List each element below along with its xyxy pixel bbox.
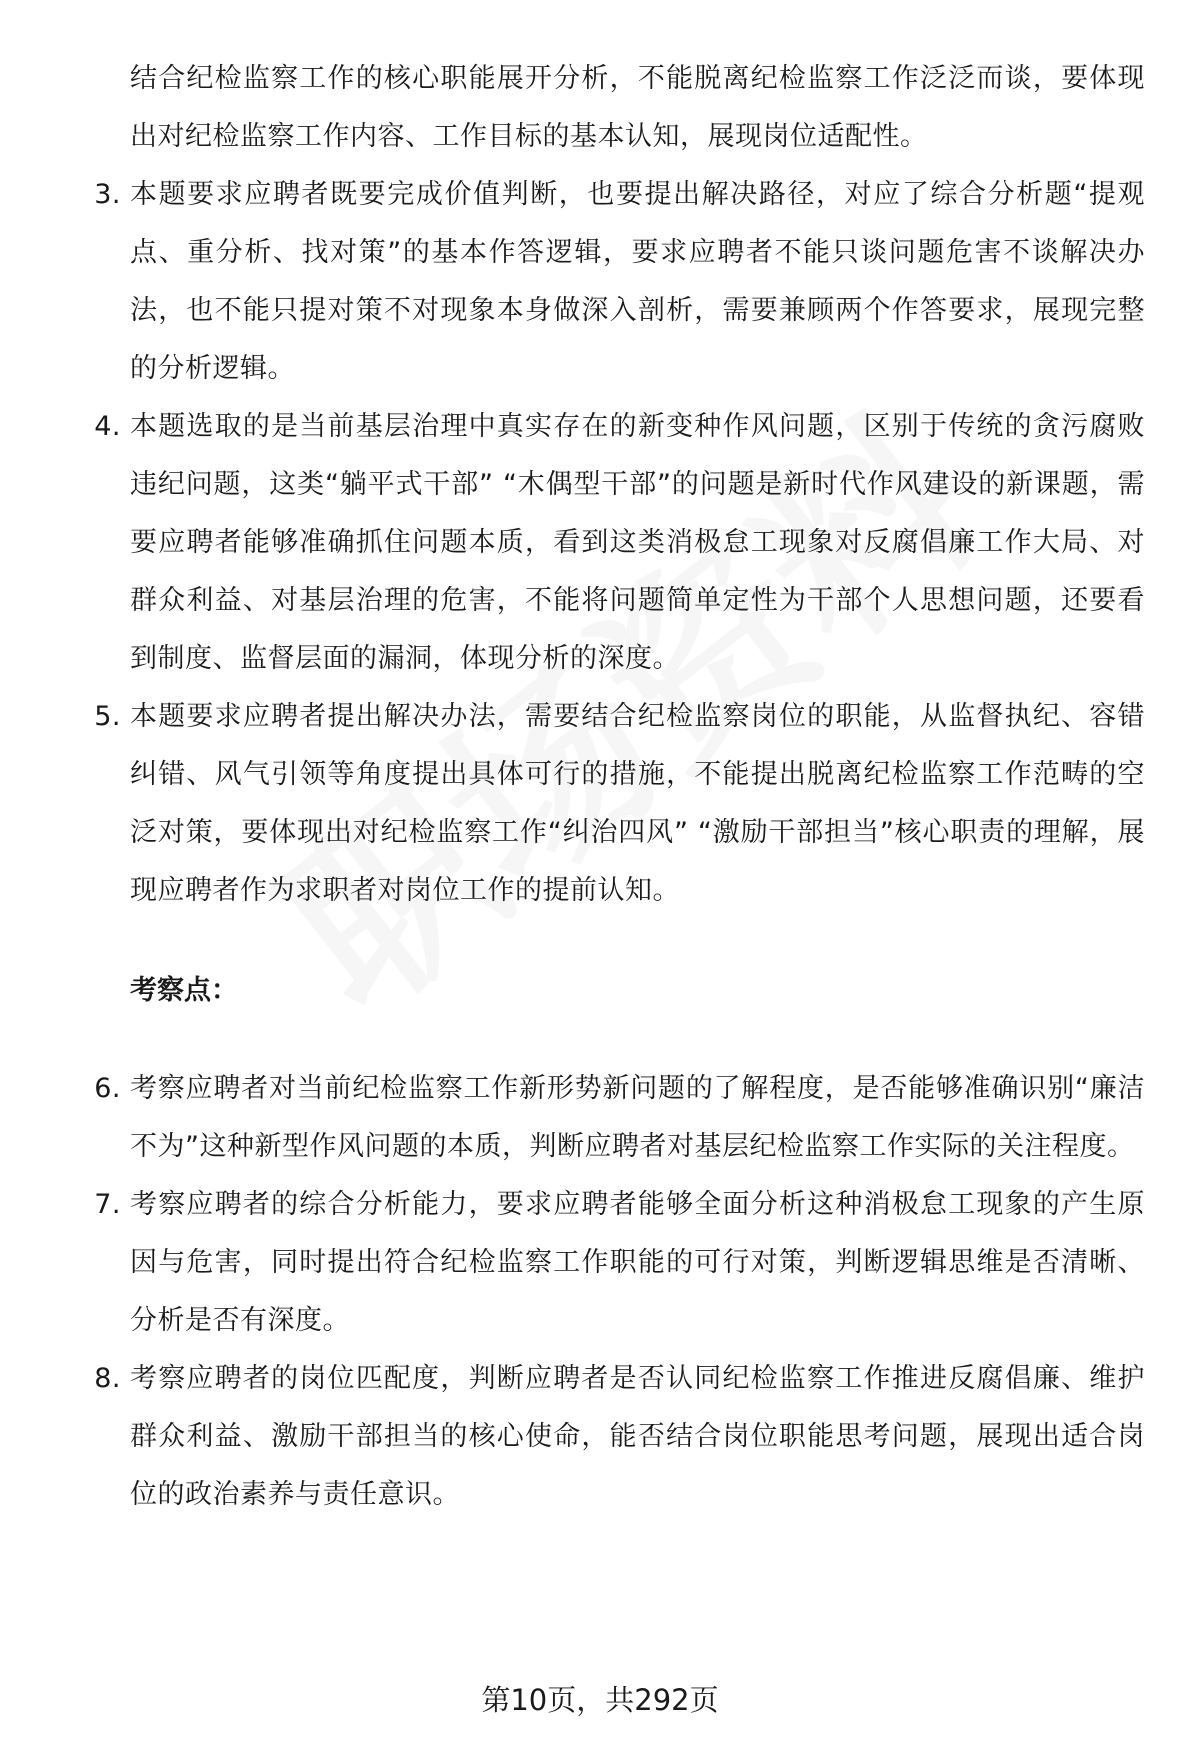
list-item-text: 本题要求应聘者既要完成价值判断，也要提出解决路径，对应了综合分析题“提观点、重分析、找对策”的基本作答逻辑，要求应聘者不能只谈问题危害不谈解决办法，也不能只提对策不对现象本身做深入剖析，需要兼顾两个作答要求，展现完整的分析逻辑。 bbox=[130, 179, 1145, 384]
list-item-6 bbox=[85, 1060, 1145, 1176]
list-number: 8. bbox=[94, 1363, 121, 1394]
section-title: 考察点： bbox=[130, 975, 238, 1006]
list-item-text: 考察应聘者的综合分析能力，要求应聘者能够全面分析这种消极怠工现象的产生原因与危害，同时提出符合纪检监察工作职能的可行对策，判断逻辑思维是否清晰、分析是否有深度。 bbox=[130, 1189, 1145, 1336]
list-item-4 bbox=[85, 398, 1145, 688]
list-number: 7. bbox=[94, 1189, 121, 1220]
intro-continuation: 结合纪检监察工作的核心职能展开分析，不能脱离纪检监察工作泛泛而谈，要体现出对纪检监察工作内容、工作目标的基本认知，展现岗位适配性。 bbox=[130, 63, 1145, 152]
list-item-text: 本题选取的是当前基层治理中真实存在的新变种作风问题，区别于传统的贪污腐败违纪问题，这类“躺平式干部” “木偶型干部”的问题是新时代作风建设的新课题，需要应聘者能够准确抓住问题本质，看到这类消极怠工现象对反腐倡廉工作大局、对群众利益、对基层治理的危害，不能将问题简单定性为干部个人思想问题，还要看到制度、监督层面的漏洞，体现分析的深度。 bbox=[130, 411, 1145, 674]
list-item-7 bbox=[85, 1176, 1145, 1350]
list-item-text: 考察应聘者的岗位匹配度，判断应聘者是否认同纪检监察工作推进反腐倡廉、维护群众利益、激励干部担当的核心使命，能否结合岗位职能思考问题，展现出适合岗位的政治素养与责任意识。 bbox=[130, 1363, 1145, 1510]
list-number: 3. bbox=[94, 179, 121, 210]
list-number: 6. bbox=[94, 1073, 121, 1104]
list-item-3 bbox=[85, 166, 1145, 398]
list-item-5 bbox=[85, 688, 1145, 920]
list-item-8 bbox=[85, 1350, 1145, 1524]
list-number: 4. bbox=[94, 411, 121, 442]
list-number: 5. bbox=[94, 701, 121, 732]
list-item-text: 本题要求应聘者提出解决办法，需要结合纪检监察岗位的职能，从监督执纪、容错纠错、风气引领等角度提出具体可行的措施，不能提出脱离纪检监察工作范畴的空泛对策，要体现出对纪检监察工作“纠治四风” “激励干部担当”核心职责的理解，展现应聘者作为求职者对岗位工作的提前认知。 bbox=[130, 701, 1145, 906]
page-footer: 第10页，共292页 bbox=[481, 1683, 719, 1717]
page-content bbox=[85, 50, 1145, 1524]
list-item-text: 考察应聘者对当前纪检监察工作新形势新问题的了解程度，是否能够准确识别“廉洁不为”这种新型作风问题的本质，判断应聘者对基层纪检监察工作实际的关注程度。 bbox=[130, 1073, 1145, 1162]
